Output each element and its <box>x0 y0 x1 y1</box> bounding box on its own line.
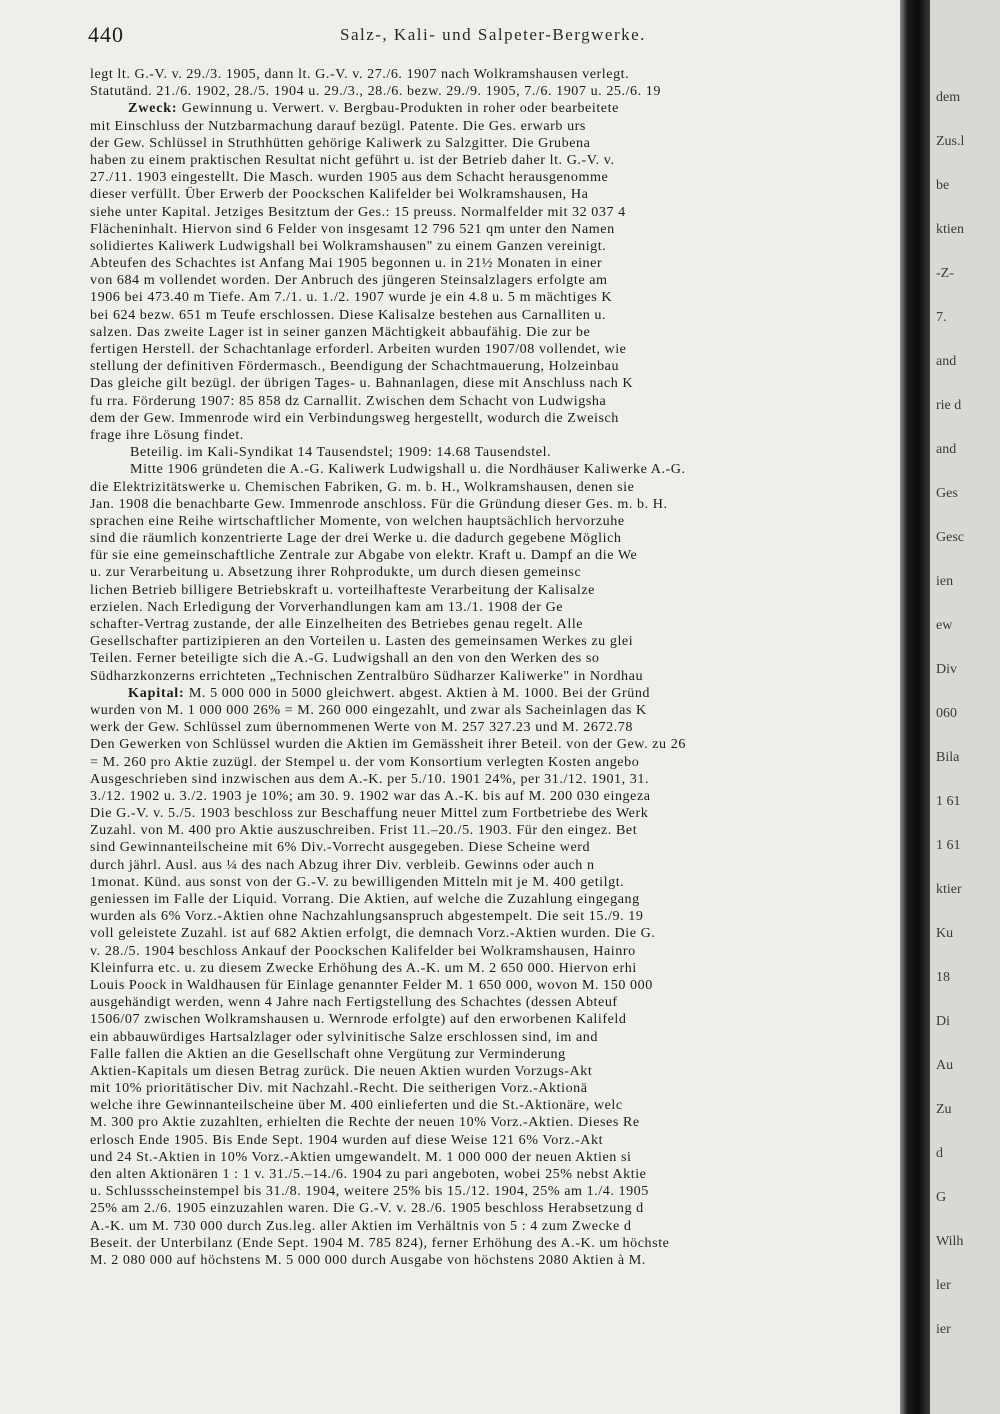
line-text: ausgehändigt werden, wenn 4 Jahre nach Fertigstellung des Schachtes (dessen Abteuf <box>90 994 618 1011</box>
line-text: fertigen Herstell. der Schachtanlage erforderl. Arbeiten wurden 1907/08 vollendet, wie <box>90 341 627 357</box>
book-gutter <box>900 0 930 1414</box>
text-line <box>90 1218 908 1235</box>
line-text: dem der Gew. Immenrode wird ein Verbindungsweg hergestellt, wodurch die Zweisch <box>90 409 619 426</box>
text-line <box>90 564 908 581</box>
adjacent-page-fragment: 1 61 <box>936 794 961 809</box>
line-text: stellung der definitiven Fördermasch., Beendigung der Schachtmauerung, Holzeinbau <box>90 358 620 375</box>
text-line <box>90 204 908 221</box>
text-line <box>90 1011 908 1028</box>
line-text: Mitte 1906 gründeten die A.-G. Kaliwerk Ludwigshall u. die Nordhäuser Kaliwerke A.-G. <box>130 461 686 478</box>
line-text: den alten Aktionären 1 : 1 v. 31./5.–14./6. 1904 zu pari angeboten, wobei 25% nebst Aktie <box>90 1166 647 1182</box>
text-line <box>90 169 908 186</box>
line-text: salzen. Das zweite Lager ist in seiner ganzen Mächtigkeit abbaufähig. Die zur be <box>90 323 591 340</box>
line-text: Statutänd. 21./6. 1902, 28./5. 1904 u. 29./3., 28./6. bezw. 29./9. 1905, 7./6. 1907 u. 25./6. 19 <box>90 83 661 100</box>
line-text: frage ihre Lösung findet. <box>90 426 244 443</box>
text-line <box>90 358 908 375</box>
line-text: erlosch Ende 1905. Bis Ende Sept. 1904 wurden auf diese Weise 121 6% Vorz.-Akt <box>90 1131 604 1148</box>
text-line <box>90 1200 908 1217</box>
adjacent-page-fragment: ler <box>936 1278 951 1293</box>
adjacent-page-fragment: ew <box>936 618 953 633</box>
line-text: von 684 m vollendet worden. Der Anbruch des jüngeren Steinsalzlagers erfolgte am <box>90 272 608 289</box>
text-line <box>90 186 908 203</box>
adjacent-page-fragment: Wilh <box>936 1234 964 1249</box>
running-title: Salz-, Kali- und Salpeter-Bergwerke. <box>340 25 646 44</box>
adjacent-page-fragment: Zu <box>936 1102 952 1117</box>
text-line <box>90 135 908 152</box>
text-line <box>90 324 908 341</box>
line-text: haben zu einem praktischen Resultat nicht geführt u. ist der Betrieb daher lt. G.-V. v. <box>90 151 615 168</box>
text-line <box>90 152 908 169</box>
text-line <box>90 1132 908 1149</box>
text-line <box>90 1063 908 1080</box>
line-text: u. zur Verarbeitung u. Absetzung ihrer Rohprodukte, um durch diesen gemeinsc <box>90 564 582 581</box>
text-line <box>90 1114 908 1131</box>
text-line <box>90 341 908 358</box>
line-text: und 24 St.-Aktien in 10% Vorz.-Aktien umgewandelt. M. 1 000 000 der neuen Aktien si <box>90 1148 632 1165</box>
line-text: 3./12. 1902 u. 3./2. 1903 je 10%; am 30. 9. 1902 war das A.-K. bis auf M. 200 030 eingeza <box>90 787 651 804</box>
line-text: Aktien-Kapitals um diesen Betrag zurück. Die neuen Aktien wurden Vorzugs-Akt <box>90 1062 593 1079</box>
line-text: legt lt. G.-V. v. 29./3. 1905, dann lt. G.-V. v. 27./6. 1907 nach Wolkramshausen verlegt. <box>90 66 630 82</box>
text-line <box>90 822 908 839</box>
adjacent-page-fragment: ktier <box>936 882 962 897</box>
line-text: welche ihre Gewinnanteilscheine über M. 400 einlieferten und die St.-Aktionäre, welc <box>90 1097 623 1114</box>
line-text: Flächeninhalt. Hiervon sind 6 Felder von insgesamt 12 796 521 qm unter den Namen <box>90 220 615 237</box>
line-text: 1506/07 zwischen Wolkramshausen u. Wernrode erfolgte) auf den erworbenen Kalifeld <box>90 1011 627 1028</box>
adjacent-page-fragment: 7. <box>936 310 947 325</box>
adjacent-page-fragment: and <box>936 442 957 457</box>
line-text: A.-K. um M. 730 000 durch Zus.leg. aller Aktien im Verhältnis von 5 : 4 zum Zwecke d <box>90 1217 632 1234</box>
adjacent-page-fragment: 18 <box>936 970 950 985</box>
page-header <box>88 22 888 52</box>
text-line <box>90 925 908 942</box>
section-heading: Zweck: <box>128 100 182 117</box>
text-line <box>90 444 908 461</box>
line-text: Das gleiche gilt bezügl. der übrigen Tages- u. Bahnanlagen, diese mit Anschluss nach K <box>90 375 634 392</box>
line-text: solidiertes Kaliwerk Ludwigshall bei Wolkramshausen" zu einem Ganzen vereinigt. <box>90 237 607 254</box>
text-line <box>90 83 908 100</box>
text-line <box>90 874 908 891</box>
adjacent-page-fragment: Bila <box>936 750 960 765</box>
adjacent-page-fragment: -Z- <box>936 266 954 281</box>
adjacent-page-fragment: 1 61 <box>936 838 961 853</box>
line-text: bei 624 bezw. 651 m Teufe erschlossen. Diese Kalisalze bestehen aus Carnalliten u. <box>90 306 607 323</box>
text-line <box>90 702 908 719</box>
text-line <box>90 1149 908 1166</box>
text-line <box>90 1183 908 1200</box>
adjacent-page-fragment: Ges <box>936 486 958 501</box>
line-text: v. 28./5. 1904 beschloss Ankauf der Poockschen Kalifelder bei Wolkramshausen, Hainro <box>90 942 636 959</box>
line-text: die Elektrizitätswerke u. Chemischen Fabriken, G. m. b. H., Wolkramshausen, denen sie <box>90 478 635 495</box>
text-line <box>90 771 908 788</box>
text-line <box>90 805 908 822</box>
text-line <box>90 547 908 564</box>
text-line <box>90 599 908 616</box>
line-text: für sie eine gemeinschaftliche Zentrale zur Abgabe von elektr. Kraft u. Dampf an die We <box>90 547 638 564</box>
text-line <box>90 513 908 530</box>
adjacent-page-fragment: d <box>936 1146 943 1161</box>
line-text: M. 5 000 000 in 5000 gleichwert. abgest. Aktien à M. 1000. Bei der Gründ <box>188 684 651 701</box>
adjacent-page-fragment: be <box>936 178 950 193</box>
text-line <box>90 582 908 599</box>
text-line <box>90 943 908 960</box>
line-text: Zuzahl. von M. 400 pro Aktie auszuschreiben. Frist 11.–20./5. 1903. Für den eingez. Bet <box>90 822 638 839</box>
line-text: Gesellschafter partizipieren an den Vorteilen u. Lasten des gemeinsamen Werkes zu glei <box>90 633 634 650</box>
line-text: Die G.-V. v. 5./5. 1903 beschloss zur Beschaffung neuer Mittel zum Fortbetriebe des Werk <box>90 805 649 822</box>
adjacent-page-fragment: rie d <box>936 398 962 413</box>
text-line <box>90 668 908 685</box>
text-line <box>90 221 908 238</box>
line-text: mit 10% prioritätischer Div. mit Nachzahl.-Recht. Die seitherigen Vorz.-Aktionä <box>90 1080 588 1097</box>
line-text: lichen Betrieb billigere Betriebskraft u. vorteilhafteste Verarbeitung der Kalisalze <box>90 581 595 598</box>
line-text: der Gew. Schlüssel in Struthhütten gehörige Kaliwerk zu Salzgitter. Die Grubena <box>90 134 591 151</box>
body-text <box>90 66 908 1269</box>
line-text: sind die räumlich konzentrierte Lage der drei Werke u. die dadurch gegebene Möglich <box>90 530 622 547</box>
page-number: 440 <box>88 22 124 47</box>
line-text: fu rra. Förderung 1907: 85 858 dz Carnallit. Zwischen dem Schacht von Ludwigsha <box>90 392 607 409</box>
adjacent-page-fragment: Au <box>936 1058 954 1073</box>
text-line <box>90 857 908 874</box>
text-line <box>90 650 908 667</box>
text-line <box>90 427 908 444</box>
text-line <box>90 1080 908 1097</box>
line-text: siehe unter Kapital. Jetziges Besitztum der Ges.: 15 preuss. Normalfelder mit 32 037 4 <box>90 203 626 220</box>
line-text: wurden als 6% Vorz.-Aktien ohne Nachzahlungsanspruch abgestempelt. Die seit 15./9. 19 <box>90 908 644 925</box>
line-text: Gewinnung u. Verwert. v. Bergbau-Produkten in roher oder bearbeitete <box>181 100 619 117</box>
adjacent-page-fragment: and <box>936 354 957 369</box>
text-line <box>90 307 908 324</box>
adjacent-page-fragment: ktien <box>936 222 964 237</box>
text-line <box>90 685 908 702</box>
text-line <box>90 530 908 547</box>
line-text: durch jährl. Ausl. aus ¼ des nach Abzug ihrer Div. verbleib. Gewinns oder auch n <box>90 856 595 873</box>
line-text: Kleinfurra etc. u. zu diesem Zwecke Erhöhung des A.-K. um M. 2 650 000. Hiervon erhi <box>90 959 637 976</box>
line-text: erzielen. Nach Erledigung der Vorverhandlungen kam am 13./1. 1908 der Ge <box>90 598 564 615</box>
line-text: Falle fallen die Aktien an die Gesellschaft ohne Vergütung zur Verminderung <box>90 1045 566 1062</box>
line-text: 27./11. 1903 eingestellt. Die Masch. wurden 1905 aus dem Schacht herausgenomme <box>90 169 609 186</box>
line-text: Jan. 1908 die benachbarte Gew. Immenrode anschloss. Für die Gründung dieser Ges. m. b. H. <box>90 495 668 512</box>
text-line <box>90 616 908 633</box>
line-text: sind Gewinnanteilscheine mit 6% Div.-Vorrecht ausgegeben. Diese Scheine werd <box>90 839 591 856</box>
adjacent-page-fragment: Div <box>936 662 957 677</box>
adjacent-page-fragment: dem <box>936 90 961 105</box>
line-text: Ausgeschrieben sind inzwischen aus dem A.-K. per 5./10. 1901 24%, per 31./12. 1901, 31. <box>90 770 650 787</box>
text-line <box>90 289 908 306</box>
line-text: Beteilig. im Kali-Syndikat 14 Tausendstel; 1909: 14.68 Tausendstel. <box>130 444 552 461</box>
text-line <box>90 496 908 513</box>
text-line <box>90 272 908 289</box>
text-line <box>90 479 908 496</box>
section-heading: Kapital: <box>128 684 189 701</box>
line-text: Louis Poock in Waldhausen für Einlage genannter Felder M. 1 650 000, wovon M. 150 000 <box>90 976 653 993</box>
line-text: M. 300 pro Aktie zuzahlten, erhielten die Rechte der neuen 10% Vorz.-Aktien. Dieses Re <box>90 1114 640 1131</box>
text-line <box>90 1097 908 1114</box>
text-line <box>90 908 908 925</box>
adjacent-page-fragment: Ku <box>936 926 954 941</box>
text-line <box>90 100 908 117</box>
text-line <box>90 891 908 908</box>
text-line <box>90 977 908 994</box>
line-text: dieser verfüllt. Über Erwerb der Poockschen Kalifelder bei Wolkramshausen, Ha <box>90 186 589 203</box>
line-text: sprachen eine Reihe wirtschaftlicher Momente, von welchen hauptsächlich hervorzuhe <box>90 512 625 529</box>
text-line <box>90 1252 908 1269</box>
adjacent-page-fragment: Zus.l <box>936 134 965 149</box>
line-text: Teilen. Ferner beteiligte sich die A.-G. Ludwigshall an den von den Werken des so <box>90 650 600 667</box>
line-text: u. Schlussscheinstempel bis 31./8. 1904, weitere 25% bis 15./12. 1904, 25% am 1./4. 1905 <box>90 1183 649 1200</box>
adjacent-page-fragment: Gesc <box>936 530 964 545</box>
line-text: Beseit. der Unterbilanz (Ende Sept. 1904 M. 785 824), ferner Erhöhung des A.-K. um höchste <box>90 1234 670 1251</box>
line-text: 1906 bei 473.40 m Tiefe. Am 7./1. u. 1./2. 1907 wurde je ein 4.8 u. 5 m mächtiges K <box>90 289 613 306</box>
text-line <box>90 393 908 410</box>
text-line <box>90 788 908 805</box>
text-line <box>90 1235 908 1252</box>
line-text: 25% am 2./6. 1905 einzuzahlen waren. Die G.-V. v. 28./6. 1905 beschloss Herabsetzung d <box>90 1200 644 1217</box>
text-line <box>90 118 908 135</box>
text-line <box>90 736 908 753</box>
adjacent-page-fragment: Di <box>936 1014 950 1029</box>
line-text: schafter-Vertrag zustande, der alle Einzelheiten des Betriebes genau regelt. Alle <box>90 616 584 632</box>
text-line <box>90 633 908 650</box>
text-line <box>90 410 908 427</box>
text-line <box>90 1046 908 1063</box>
text-line <box>90 255 908 272</box>
line-text: Den Gewerken von Schlüssel wurden die Aktien im Gemässheit ihrer Beteil. von der Gew. zu 26 <box>90 736 686 753</box>
line-text: = M. 260 pro Aktie zuzügl. der Stempel u. der vom Konsortium verlegten Kosten angebo <box>90 753 640 770</box>
line-text: M. 2 080 000 auf höchstens M. 5 000 000 durch Ausgabe von höchstens 2080 Aktien à M. <box>90 1251 646 1268</box>
line-text: ein abbauwürdiges Hartsalzlager oder sylvinitische Salze erschlossen sind, im and <box>90 1028 598 1045</box>
line-text: Südharzkonzerns errichteten „Technischen Zentralbüro Südharzer Kaliwerke" in Nordhau <box>90 667 644 684</box>
line-text: mit Einschluss der Nutzbarmachung darauf bezügl. Patente. Die Ges. erwarb urs <box>90 117 586 134</box>
adjacent-page-fragment: ien <box>936 574 954 589</box>
line-text: geniessen im Falle der Liquid. Vorrang. Die Aktien, auf welche die Zuzahlung eingegang <box>90 891 640 907</box>
text-line <box>90 238 908 255</box>
adjacent-page-fragment: 060 <box>936 706 957 721</box>
line-text: voll geleistete Zuzahl. ist auf 682 Aktien erfolgt, die demnach Vorz.-Aktien wurden. Die G. <box>90 925 656 942</box>
adjacent-page-fragment: ier <box>936 1322 951 1337</box>
line-text: wurden von M. 1 000 000 26% = M. 260 000 eingezahlt, und zwar als Sacheinlagen das K <box>90 701 647 718</box>
text-line <box>90 66 908 83</box>
line-text: 1monat. Künd. aus sonst von der G.-V. zu bewilligenden Mitteln mit je M. 400 getilgt. <box>90 873 625 890</box>
text-line <box>90 960 908 977</box>
adjacent-page-fragment: G <box>936 1190 947 1205</box>
text-line <box>90 1029 908 1046</box>
adjacent-page-edge <box>930 0 1000 1414</box>
line-text: werk der Gew. Schlüssel zum übernommenen Werte von M. 257 327.23 und M. 2672.78 <box>90 719 633 736</box>
text-line <box>90 461 908 478</box>
text-line <box>90 375 908 392</box>
line-text: Abteufen des Schachtes ist Anfang Mai 1905 begonnen u. in 21½ Monaten in einer <box>90 255 603 272</box>
text-line <box>90 994 908 1011</box>
text-line <box>90 1166 908 1183</box>
text-line <box>90 839 908 856</box>
text-line <box>90 719 908 736</box>
text-line <box>90 754 908 771</box>
